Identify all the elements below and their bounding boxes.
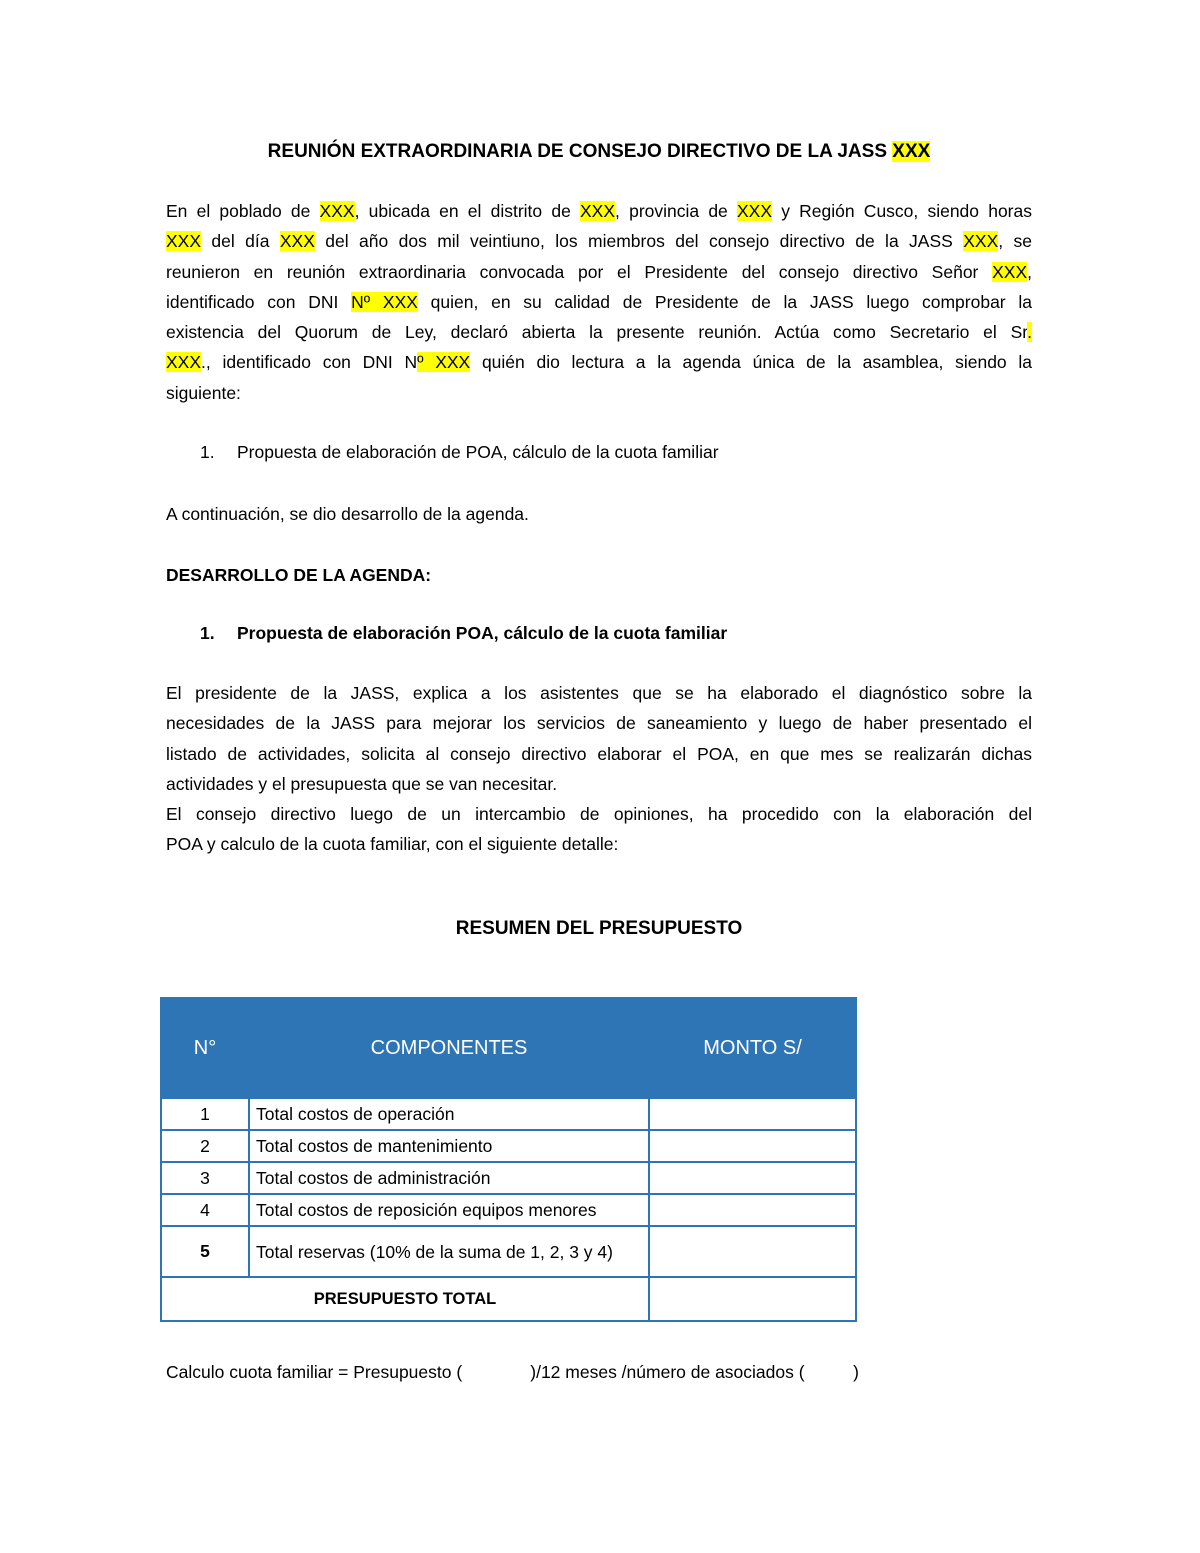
fee-formula: Calculo cuota familiar = Presupuesto ( )/12 meses /número de asociados ( ) <box>166 1362 860 1382</box>
row-amount-cell <box>649 1098 856 1130</box>
table-total-row <box>161 1277 856 1321</box>
body1-line-3: listado de actividades, solicita al consejo directivo elaborar el POA, en que mes se realizarán dichas <box>166 743 1032 764</box>
row-amount-cell <box>649 1130 856 1162</box>
title-text: REUNIÓN EXTRAORDINARIA DE CONSEJO DIRECTIVO DE LA JASS <box>267 141 893 162</box>
row-component: Total costos de mantenimiento <box>249 1130 649 1162</box>
table-header-row <box>161 998 856 1098</box>
row-amount-cell <box>649 1194 856 1226</box>
row-component: Total reservas (10% de la suma de 1, 2, 3 y 4) <box>249 1226 649 1277</box>
intro-line-3: reunieron en reunión extraordinaria convocada por el Presidente del consejo directivo Señor XXX, <box>166 261 1032 282</box>
row-number: 5 <box>161 1226 249 1277</box>
agenda-list-item <box>200 442 719 463</box>
row-number: 4 <box>161 1194 249 1226</box>
table-row <box>161 1226 856 1277</box>
intro-line-5: existencia del Quorum de Ley, declaró abierta la presente reunión. Actúa como Secretario el Sr. <box>166 322 1032 343</box>
budget-table <box>160 997 857 1322</box>
agenda-text: Propuesta de elaboración de POA, cálculo de la cuota familiar <box>237 442 719 462</box>
row-amount-cell <box>649 1226 856 1277</box>
intro-line-2: XXX del día XXX del año dos mil veintiuno, los miembros del consejo directivo de la JASS XXX, se <box>166 231 1032 252</box>
agenda-number: 1. <box>200 442 215 462</box>
table-row <box>161 1194 856 1226</box>
table-row <box>161 1162 856 1194</box>
row-component: Total costos de operación <box>249 1098 649 1130</box>
intro-paragraph <box>166 196 1032 408</box>
total-label: PRESUPUESTO TOTAL <box>161 1277 649 1321</box>
development-item <box>200 623 727 644</box>
header-components: COMPONENTES <box>249 998 649 1098</box>
intro-line-4: identificado con DNI Nº XXX quien, en su calidad de Presidente de la JASS luego comprobar la <box>166 291 1032 312</box>
title-placeholder: XXX <box>892 141 931 162</box>
header-amount: MONTO S/ <box>649 998 856 1098</box>
row-amount-cell <box>649 1162 856 1194</box>
table-row <box>161 1098 856 1130</box>
intro-line-7: siguiente: <box>166 382 241 403</box>
table-row <box>161 1130 856 1162</box>
row-number: 2 <box>161 1130 249 1162</box>
header-number: N° <box>161 998 249 1098</box>
continuation-text: A continuación, se dio desarrollo de la agenda. <box>166 504 529 524</box>
document-title <box>166 141 1032 163</box>
row-number: 3 <box>161 1162 249 1194</box>
development-item-number: 1. <box>200 623 215 643</box>
intro-line-1: En el poblado de XXX, ubicada en el distrito de XXX, provincia de XXX y Región Cusco, siendo horas <box>166 201 1032 221</box>
row-number: 1 <box>161 1098 249 1130</box>
body-paragraph-1 <box>166 678 1032 799</box>
body2-line-1: El consejo directivo luego de un intercambio de opiniones, ha procedido con la elaboración del <box>166 804 1032 824</box>
row-component: Total costos de administración <box>249 1162 649 1194</box>
intro-line-6: XXX., identificado con DNI Nº XXX quién dio lectura a la agenda única de la asamblea, siendo la <box>166 352 1032 373</box>
body1-line-2: necesidades de la JASS para mejorar los servicios de saneamiento y luego de haber presentado el <box>166 713 1032 734</box>
row-component: Total costos de reposición equipos menores <box>249 1194 649 1226</box>
development-heading: DESARROLLO DE LA AGENDA: <box>166 565 432 585</box>
body2-line-2: POA y calculo de la cuota familiar, con el siguiente detalle: <box>166 834 619 855</box>
body-paragraph-2 <box>166 799 1032 860</box>
total-amount-cell <box>649 1277 856 1321</box>
body1-line-1: El presidente de la JASS, explica a los asistentes que se ha elaborado el diagnóstico sobre la <box>166 683 1032 703</box>
summary-title: RESUMEN DEL PRESUPUESTO <box>455 918 743 939</box>
body1-line-4: actividades y el presupuesta que se van necesitar. <box>166 773 558 794</box>
development-item-text: Propuesta de elaboración POA, cálculo de la cuota familiar <box>237 623 728 643</box>
